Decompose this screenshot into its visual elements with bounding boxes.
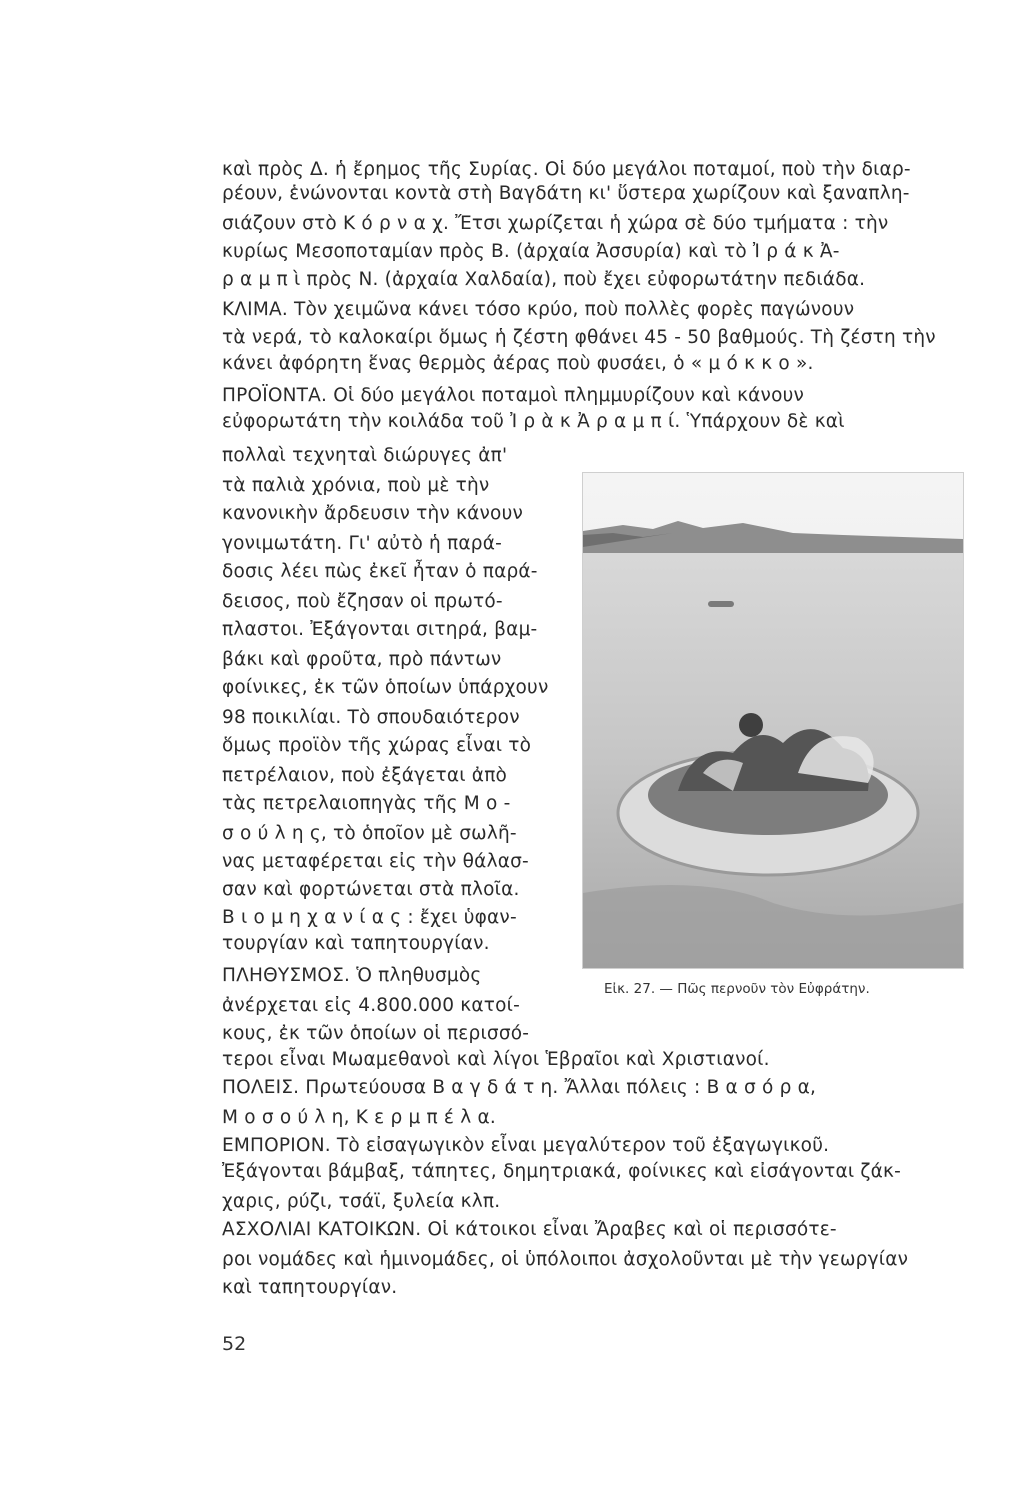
section-heading-ascholiai: ΑΣΧΟΛΙΑΙ ΚΑΤΟΙΚΩΝ. Οἱ κάτοικοι εἶναι Ἄραβες καὶ οἱ περισσότε- [222,1219,837,1240]
text-line: πλαστοι. Ἐξάγονται σιτηρά, βαμ- [222,619,538,640]
text-line: γονιμωτάτη. Γι' αὐτὸ ἡ παρά- [222,533,503,554]
section-heading-klima: ΚΛΙΜΑ. Τὸν χειμῶνα κάνει τόσο κρύο, ποὺ πολλὲς φορὲς παγώνουν [222,299,855,320]
section-heading-proionta: ΠΡΟΪΟΝΤΑ. Οἱ δύο μεγάλοι ποταμοὶ πλημμυρίζουν καὶ κάνουν [222,385,805,406]
text-line: ἀνέρχεται εἰς 4.800.000 κατοί- [222,995,520,1016]
text-line: ρέουν, ἑνώνονται κοντὰ στὴ Βαγδάτη κι' ὕστερα χωρίζουν καὶ ξαναπλη- [222,183,910,204]
text-line: ὅμως προϊὸν τῆς χώρας εἶναι τὸ [222,735,532,756]
section-heading-emporion: ΕΜΠΟΡΙΟΝ. Τὸ εἰσαγωγικὸν εἶναι μεγαλύτερον τοῦ ἐξαγωγικοῦ. [222,1135,830,1156]
text-line: κανονικὴν ἄρδευσιν τὴν κάνουν [222,503,524,524]
text-line: πολλαὶ τεχνηταὶ διώρυγες ἀπ' [222,445,508,466]
text-line: 98 ποικιλίαι. Τὸ σπουδαιότερον [222,707,520,728]
text-line: πετρέλαιον, ποὺ ἐξάγεται ἀπὸ [222,765,508,786]
text-line: καὶ ταπητουργίαν. [222,1277,398,1298]
text-line: τεροι εἶναι Μωαμεθανοὶ καὶ λίγοι Ἑβραῖοι καὶ Χριστιανοί. [222,1049,770,1070]
photo-illustration [583,473,963,968]
text-line: σ ο ύ λ η ς, τὸ ὁποῖον μὲ σωλῆ- [222,823,517,844]
text-line: Ἐξάγονται βάμβαξ, τάπητες, δημητριακά, φοίνικες καὶ εἰσάγονται ζάκ- [222,1161,902,1182]
text-line: δοσις λέει πὼς ἐκεῖ ἦταν ὁ παρά- [222,561,538,582]
text-line: τὰς πετρελαιοπηγὰς τῆς Μ ο - [222,793,511,814]
text-line: τὰ νερά, τὸ καλοκαίρι ὅμως ἡ ζέστη φθάνει 45 - 50 βαθμούς. Τὴ ζέστη τὴν [222,327,936,348]
text-line: εὐφορωτάτη τὴν κοιλάδα τοῦ Ἰ ρ ὰ κ Ἀ ρ α μ π ί. Ὑπάρχουν δὲ καὶ [222,411,845,432]
text-line: ροι νομάδες καὶ ἡμινομάδες, οἱ ὑπόλοιποι ἀσχολοῦνται μὲ τὴν γεωργίαν [222,1249,909,1270]
text-line: δεισος, ποὺ ἔζησαν οἱ πρωτό- [222,591,503,612]
figure-caption: Εἰκ. 27. — Πῶς περνοῦν τὸν Εὐφράτην. [604,981,870,997]
text-line: τουργίαν καὶ ταπητουργίαν. [222,933,490,954]
page-number: 52 [222,1333,247,1355]
section-heading-plithysmos: ΠΛΗΘΥΣΜΟΣ. Ὁ πληθυσμὸς [222,965,482,986]
text-line: Μ ο σ ο ύ λ η, Κ ε ρ μ π έ λ α. [222,1107,496,1128]
text-line: σιάζουν στὸ Κ ό ρ ν α χ. Ἔτσι χωρίζεται ἡ χώρα σὲ δύο τμήματα : τὴν [222,213,889,234]
text-line: τὰ παλιὰ χρόνια, ποὺ μὲ τὴν [222,475,490,496]
text-line: κυρίως Μεσοποταμίαν πρὸς Β. (ἀρχαία Ἀσσυρία) καὶ τὸ Ἰ ρ ά κ Ἀ- [222,241,840,262]
text-line: καὶ πρὸς Δ. ἡ ἔρημος τῆς Συρίας. Οἱ δύο μεγάλοι ποταμοί, ποὺ τὴν διαρ- [222,159,911,180]
figure-photo-euphrates-boat [582,472,964,969]
text-line: φοίνικες, ἐκ τῶν ὁποίων ὑπάρχουν [222,677,549,698]
section-heading-poleis: ΠΟΛΕΙΣ. Πρωτεύουσα Β α γ δ ά τ η. Ἄλλαι πόλεις : Β α σ ό ρ α, [222,1077,817,1098]
text-line: σαν καὶ φορτώνεται στὰ πλοῖα. [222,879,520,900]
text-line: βάκι καὶ φροῦτα, πρὸ πάντων [222,649,502,670]
text-line: Β ι ο μ η χ α ν ί α ς : ἔχει ὑφαν- [222,907,517,928]
text-line: χαρις, ρύζι, τσάϊ, ξυλεία κλπ. [222,1191,501,1212]
text-line: νας μεταφέρεται εἰς τὴν θάλασ- [222,851,529,872]
text-line: κάνει ἀφόρητη ἕνας θερμὸς ἀέρας ποὺ φυσάει, ὁ « μ ό κ κ ο ». [222,353,814,374]
text-line: ρ α μ π ὶ πρὸς Ν. (ἀρχαία Χαλδαία), ποὺ ἔχει εὐφορωτάτην πεδιάδα. [222,269,866,290]
text-line: κους, ἐκ τῶν ὁποίων οἱ περισσό- [222,1023,530,1044]
